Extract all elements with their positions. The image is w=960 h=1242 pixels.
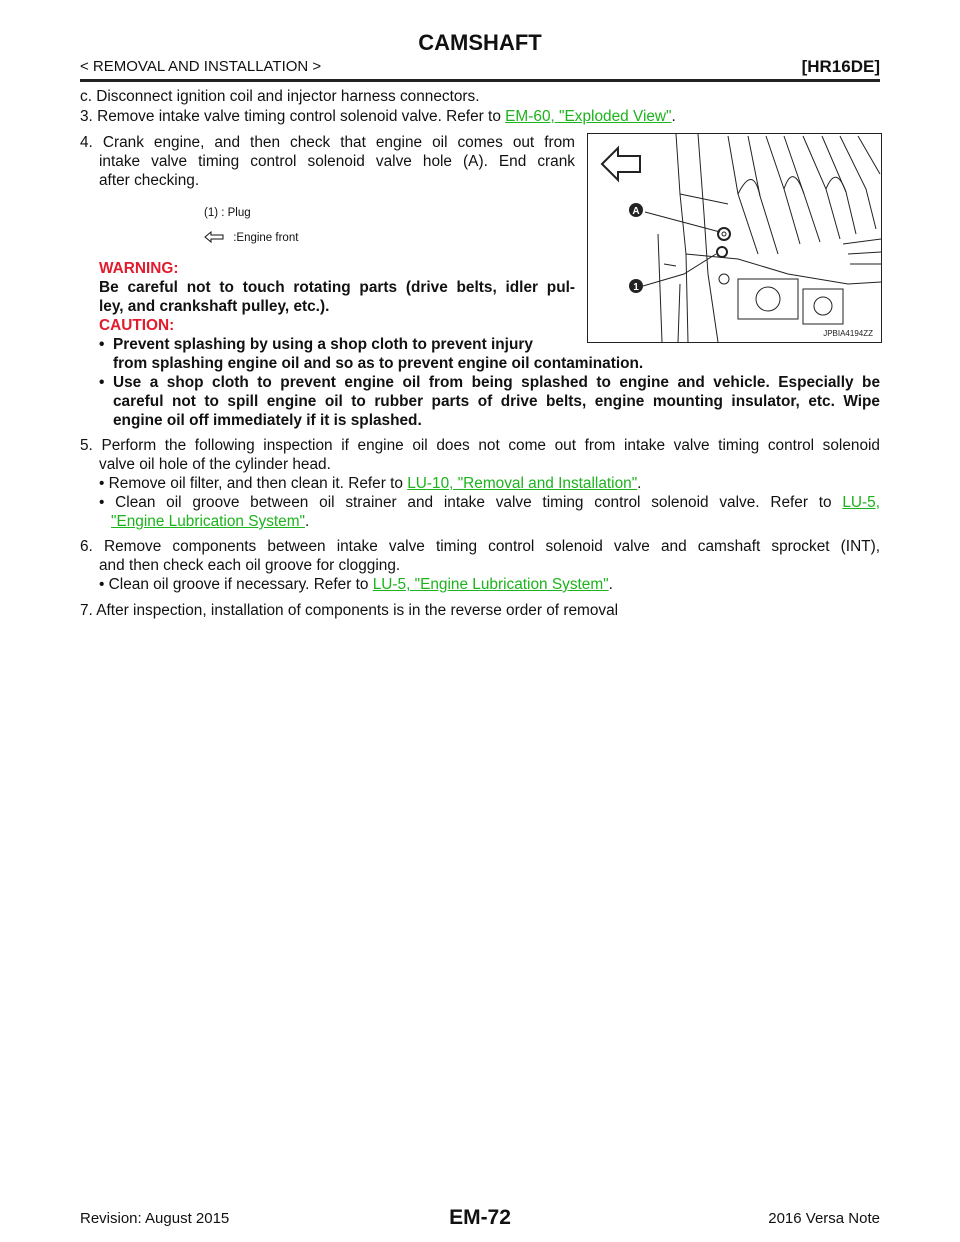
figure-code: JPBIA4194ZZ (823, 329, 873, 338)
callout-1: 1 (633, 282, 639, 293)
step-5-sub1-text: Remove oil filter, and then clean it. Refer to (108, 475, 408, 492)
bullet: • (99, 494, 116, 511)
callout-a: A (632, 206, 640, 217)
step-5-sub2-text: Clean oil groove between oil strainer and intake valve timing control solenoid valve. Refer to (115, 494, 843, 511)
vehicle: 2016 Versa Note (768, 1210, 880, 1227)
caution-2-line3: engine oil off immediately if it is splashed. (113, 412, 422, 429)
warning-line1: Be careful not to touch rotating parts (drive belts, idler pul- (99, 279, 575, 296)
step-4-line1: 4. Crank engine, and then check that engine oil comes out from (80, 134, 575, 151)
caution-1-line2: from splashing engine oil and so as to prevent engine oil contamination. (113, 355, 644, 372)
caution-bullet-2: • (99, 374, 105, 391)
step-4-line2: intake valve timing control solenoid valve hole (A). End crank (99, 153, 575, 170)
step-5-line1: 5. Perform the following inspection if engine oil does not come out from intake valve timing control solenoid (80, 437, 880, 454)
warning-label: WARNING: (99, 260, 179, 277)
step-6-sub (99, 575, 613, 594)
legend-front-text: :Engine front (233, 232, 299, 244)
caution-bullet-1: • (99, 336, 105, 353)
page-number: EM-72 (449, 1206, 511, 1229)
step-5-sub1 (99, 474, 641, 493)
step-5-sub2 (99, 493, 880, 512)
step-5-sub1-end: . (637, 475, 642, 492)
caution-label: CAUTION: (99, 317, 175, 334)
link-em-60[interactable]: EM-60, "Exploded View" (505, 108, 672, 125)
revision: Revision: August 2015 (80, 1210, 230, 1227)
caution-2-line2: careful not to spill engine oil to rubber parts of drive belts, engine mounting insulator, etc. Wipe (113, 393, 880, 410)
engine-figure (587, 133, 882, 343)
step-7: 7. After inspection, installation of components is in the reverse order of removal (80, 602, 619, 619)
step-5-sub2-end: . (305, 513, 310, 530)
step-6-sub-text: Clean oil groove if necessary. Refer to (108, 576, 373, 593)
legend-plug: (1) : Plug (204, 207, 251, 219)
step-5-sub2-cont (111, 512, 309, 531)
bullet: • (99, 576, 109, 593)
warning-line2: ley, and crankshaft pulley, etc.). (99, 298, 330, 315)
engine-illustration (588, 134, 881, 342)
legend-front (204, 231, 298, 244)
step-5-line2: valve oil hole of the cylinder head. (99, 456, 331, 473)
bullet: • (99, 475, 109, 492)
link-lu-10[interactable]: LU-10, "Removal and Installation" (407, 475, 638, 492)
link-lu-5-b[interactable]: "Engine Lubrication System" (111, 513, 306, 530)
step-3-end: . (671, 108, 676, 125)
step-4-line3: after checking. (99, 172, 200, 189)
section-label: < REMOVAL AND INSTALLATION > (80, 58, 322, 75)
caution-1-line1: Prevent splashing by using a shop cloth to prevent injury (113, 336, 533, 353)
step-3 (80, 107, 676, 126)
step-6-line1: 6. Remove components between intake valve timing control solenoid valve and camshaft sprocket (INT), (80, 538, 880, 555)
step-6-sub-end: . (608, 576, 613, 593)
header-rule (80, 79, 880, 82)
page-title: CAMSHAFT (418, 30, 542, 55)
engine-model: [HR16DE] (801, 57, 880, 76)
link-lu-5-c[interactable]: LU-5, "Engine Lubrication System" (372, 576, 609, 593)
engine-front-arrow-icon (204, 231, 224, 243)
step-c: c. Disconnect ignition coil and injector harness connectors. (80, 88, 480, 105)
link-lu-5-a[interactable]: LU-5, (842, 494, 880, 511)
step-6-line2: and then check each oil groove for clogging. (99, 557, 401, 574)
step-3-text: 3. Remove intake valve timing control solenoid valve. Refer to (80, 108, 506, 125)
caution-2-line1: Use a shop cloth to prevent engine oil from being splashed to engine and vehicle. Especially be (113, 374, 880, 391)
